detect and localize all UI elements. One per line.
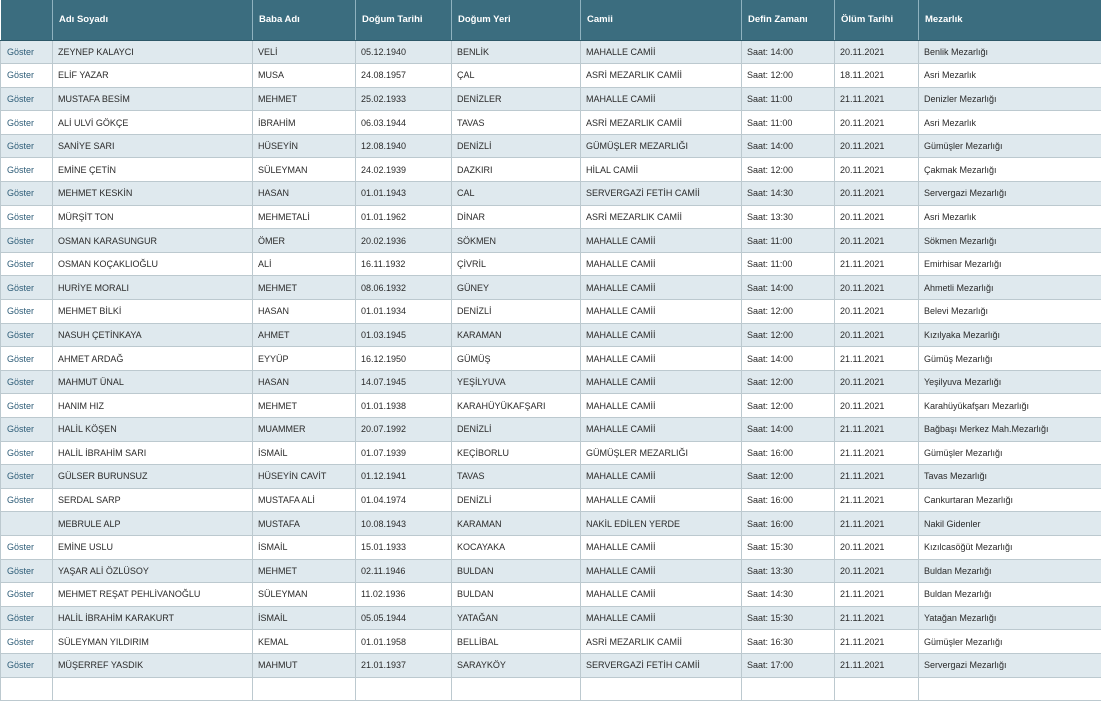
cell-death-date: 21.11.2021 <box>835 488 919 512</box>
cell-mosque: MAHALLE CAMİİ <box>581 606 742 630</box>
show-link[interactable]: Göster <box>1 465 53 489</box>
show-link[interactable]: Göster <box>1 606 53 630</box>
cell-name: AHMET ARDAĞ <box>53 347 253 371</box>
table-row <box>1 465 1101 489</box>
cell-death-date: 20.11.2021 <box>835 111 919 135</box>
cell-father: ÖMER <box>253 229 356 253</box>
cell-cemetery: Asri Mezarlık <box>919 64 1101 88</box>
show-link[interactable]: Göster <box>1 535 53 559</box>
cell-death-date: 20.11.2021 <box>835 205 919 229</box>
cell-cemetery: Emirhisar Mezarlığı <box>919 252 1101 276</box>
cell-birth-date: 01.07.1939 <box>356 441 452 465</box>
cell-birth-date: 01.01.1938 <box>356 394 452 418</box>
cell-birth-place: KEÇİBORLU <box>452 441 581 465</box>
cell-burial-time: Saat: 11:00 <box>742 87 835 111</box>
cell-death-date: 18.11.2021 <box>835 64 919 88</box>
cell-cemetery: Gümüş Mezarlığı <box>919 347 1101 371</box>
header-show <box>1 0 53 40</box>
table-row <box>1 64 1101 88</box>
cell-death-date: 21.11.2021 <box>835 630 919 654</box>
cell-birth-date: 16.11.1932 <box>356 252 452 276</box>
table-row-empty <box>1 677 1101 701</box>
cell-burial-time: Saat: 12:00 <box>742 465 835 489</box>
cell-burial-time: Saat: 13:30 <box>742 205 835 229</box>
empty-cell <box>581 677 742 701</box>
show-link[interactable]: Göster <box>1 394 53 418</box>
cell-death-date: 20.11.2021 <box>835 559 919 583</box>
cell-cemetery: Buldan Mezarlığı <box>919 583 1101 607</box>
cell-cemetery: Sökmen Mezarlığı <box>919 229 1101 253</box>
show-link[interactable]: Göster <box>1 252 53 276</box>
cell-burial-time: Saat: 12:00 <box>742 300 835 324</box>
show-link[interactable]: Göster <box>1 583 53 607</box>
cell-cemetery: Tavas Mezarlığı <box>919 465 1101 489</box>
cell-mosque: MAHALLE CAMİİ <box>581 300 742 324</box>
cell-name: MÜRŞİT TON <box>53 205 253 229</box>
cell-cemetery: Yeşilyuva Mezarlığı <box>919 370 1101 394</box>
cell-cemetery: Ahmetli Mezarlığı <box>919 276 1101 300</box>
cell-burial-time: Saat: 14:30 <box>742 583 835 607</box>
cell-birth-place: DENİZLİ <box>452 418 581 442</box>
cell-death-date: 21.11.2021 <box>835 465 919 489</box>
show-link[interactable]: Göster <box>1 323 53 347</box>
cell-birth-date: 06.03.1944 <box>356 111 452 135</box>
table-row <box>1 323 1101 347</box>
empty-cell <box>1 677 53 701</box>
cell-death-date: 20.11.2021 <box>835 182 919 206</box>
table-row <box>1 535 1101 559</box>
cell-birth-place: SARAYKÖY <box>452 653 581 677</box>
cell-cemetery: Benlik Mezarlığı <box>919 40 1101 64</box>
cell-birth-place: GÜNEY <box>452 276 581 300</box>
cell-birth-date: 01.04.1974 <box>356 488 452 512</box>
cell-birth-place: KARAMAN <box>452 512 581 536</box>
cell-cemetery: Gümüşler Mezarlığı <box>919 441 1101 465</box>
cell-cemetery: Nakil Gidenler <box>919 512 1101 536</box>
table-row <box>1 606 1101 630</box>
cell-cemetery: Bağbaşı Merkez Mah.Mezarlığı <box>919 418 1101 442</box>
cell-burial-time: Saat: 11:00 <box>742 111 835 135</box>
cell-name: MEHMET BİLKİ <box>53 300 253 324</box>
cell-father: MEHMET <box>253 276 356 300</box>
cell-father: MUSTAFA <box>253 512 356 536</box>
empty-cell <box>835 677 919 701</box>
show-link[interactable]: Göster <box>1 276 53 300</box>
cell-birth-date: 02.11.1946 <box>356 559 452 583</box>
cell-birth-place: DENİZLİ <box>452 134 581 158</box>
cell-burial-time: Saat: 12:00 <box>742 394 835 418</box>
cell-birth-place: DAZKIRI <box>452 158 581 182</box>
cell-birth-date: 20.02.1936 <box>356 229 452 253</box>
table-row <box>1 87 1101 111</box>
cell-death-date: 21.11.2021 <box>835 252 919 276</box>
cell-cemetery: Denizler Mezarlığı <box>919 87 1101 111</box>
cell-mosque: MAHALLE CAMİİ <box>581 583 742 607</box>
cell-burial-time: Saat: 14:00 <box>742 276 835 300</box>
cell-name: NASUH ÇETİNKAYA <box>53 323 253 347</box>
cell-burial-time: Saat: 14:00 <box>742 40 835 64</box>
table-row <box>1 370 1101 394</box>
cell-mosque: MAHALLE CAMİİ <box>581 347 742 371</box>
cell-burial-time: Saat: 11:00 <box>742 229 835 253</box>
cell-father: ALİ <box>253 252 356 276</box>
cell-death-date: 21.11.2021 <box>835 347 919 371</box>
cell-mosque: MAHALLE CAMİİ <box>581 394 742 418</box>
cell-death-date: 20.11.2021 <box>835 394 919 418</box>
cell-death-date: 20.11.2021 <box>835 40 919 64</box>
cell-mosque: ASRİ MEZARLIK CAMİİ <box>581 630 742 654</box>
cell-birth-place: SÖKMEN <box>452 229 581 253</box>
table-row <box>1 252 1101 276</box>
header-father[interactable]: Baba Adı <box>253 0 356 40</box>
cell-birth-place: DENİZLER <box>452 87 581 111</box>
cell-cemetery: Kızılcasöğüt Mezarlığı <box>919 535 1101 559</box>
cell-mosque: MAHALLE CAMİİ <box>581 252 742 276</box>
table-row <box>1 276 1101 300</box>
cell-father: İSMAİL <box>253 606 356 630</box>
table-row <box>1 300 1101 324</box>
cell-mosque: MAHALLE CAMİİ <box>581 323 742 347</box>
cell-birth-place: YATAĞAN <box>452 606 581 630</box>
cell-burial-time: Saat: 16:00 <box>742 441 835 465</box>
table-row <box>1 559 1101 583</box>
cell-mosque: MAHALLE CAMİİ <box>581 559 742 583</box>
cell-birth-date: 20.07.1992 <box>356 418 452 442</box>
cell-father: İSMAİL <box>253 535 356 559</box>
table-row <box>1 182 1101 206</box>
cell-birth-place: KARAHÜYÜKAFŞARI <box>452 394 581 418</box>
cell-father: MUSA <box>253 64 356 88</box>
table-row <box>1 205 1101 229</box>
cell-birth-place: ÇAL <box>452 64 581 88</box>
cell-name: MÜŞERREF YASDIK <box>53 653 253 677</box>
cell-birth-place: KARAMAN <box>452 323 581 347</box>
table-row <box>1 488 1101 512</box>
empty-cell <box>253 677 356 701</box>
cell-birth-place: DENİZLİ <box>452 488 581 512</box>
cell-death-date: 20.11.2021 <box>835 229 919 253</box>
cell-father: KEMAL <box>253 630 356 654</box>
cell-mosque: GÜMÜŞLER MEZARLIĞI <box>581 441 742 465</box>
cell-name: ZEYNEP KALAYCI <box>53 40 253 64</box>
table-row <box>1 394 1101 418</box>
cell-name: MEHMET REŞAT PEHLİVANOĞLU <box>53 583 253 607</box>
cell-cemetery: Kızılyaka Mezarlığı <box>919 323 1101 347</box>
cell-cemetery: Gümüşler Mezarlığı <box>919 630 1101 654</box>
cell-name: ALİ ULVİ GÖKÇE <box>53 111 253 135</box>
table-row <box>1 40 1101 64</box>
cell-mosque: MAHALLE CAMİİ <box>581 465 742 489</box>
show-link[interactable]: Göster <box>1 158 53 182</box>
cell-birth-date: 05.05.1944 <box>356 606 452 630</box>
cell-birth-date: 11.02.1936 <box>356 583 452 607</box>
cell-father: HASAN <box>253 182 356 206</box>
cell-father: AHMET <box>253 323 356 347</box>
cell-burial-time: Saat: 16:30 <box>742 630 835 654</box>
cell-birth-place: DENİZLİ <box>452 300 581 324</box>
cell-name: MEHMET KESKİN <box>53 182 253 206</box>
cell-mosque: ASRİ MEZARLIK CAMİİ <box>581 205 742 229</box>
cell-name: SANİYE SARI <box>53 134 253 158</box>
cell-father: MUSTAFA ALİ <box>253 488 356 512</box>
cell-name: HALİL İBRAHİM SARI <box>53 441 253 465</box>
cell-death-date: 21.11.2021 <box>835 606 919 630</box>
cell-burial-time: Saat: 15:30 <box>742 606 835 630</box>
cell-cemetery: Asri Mezarlık <box>919 111 1101 135</box>
cell-birth-date: 21.01.1937 <box>356 653 452 677</box>
cell-name: SERDAL SARP <box>53 488 253 512</box>
cell-cemetery: Cankurtaran Mezarlığı <box>919 488 1101 512</box>
show-link[interactable]: Göster <box>1 300 53 324</box>
cell-death-date: 20.11.2021 <box>835 535 919 559</box>
cell-cemetery: Servergazi Mezarlığı <box>919 182 1101 206</box>
cell-cemetery: Servergazi Mezarlığı <box>919 653 1101 677</box>
show-link[interactable]: Göster <box>1 111 53 135</box>
table-row <box>1 441 1101 465</box>
table-row <box>1 158 1101 182</box>
show-link[interactable]: Göster <box>1 653 53 677</box>
cell-name: HALİL İBRAHİM KARAKURT <box>53 606 253 630</box>
cell-death-date: 20.11.2021 <box>835 323 919 347</box>
table-row <box>1 512 1101 536</box>
cell-father: MEHMET <box>253 87 356 111</box>
cell-name: OSMAN KOÇAKLIOĞLU <box>53 252 253 276</box>
cell-birth-date: 24.02.1939 <box>356 158 452 182</box>
cell-birth-date: 01.01.1958 <box>356 630 452 654</box>
cell-death-date: 20.11.2021 <box>835 158 919 182</box>
cell-name: HURİYE MORALI <box>53 276 253 300</box>
cell-father: HASAN <box>253 300 356 324</box>
cell-burial-time: Saat: 12:00 <box>742 64 835 88</box>
cell-birth-date: 01.03.1945 <box>356 323 452 347</box>
cell-burial-time: Saat: 11:00 <box>742 252 835 276</box>
cell-death-date: 21.11.2021 <box>835 87 919 111</box>
cell-mosque: HİLAL CAMİİ <box>581 158 742 182</box>
show-link[interactable]: Göster <box>1 559 53 583</box>
cell-name: HANIM HIZ <box>53 394 253 418</box>
cell-cemetery: Belevi Mezarlığı <box>919 300 1101 324</box>
cell-birth-place: TAVAS <box>452 111 581 135</box>
show-link[interactable]: Göster <box>1 134 53 158</box>
header-death-date[interactable]: Ölüm Tarihi <box>835 0 919 40</box>
cell-death-date: 21.11.2021 <box>835 583 919 607</box>
cell-birth-date: 16.12.1950 <box>356 347 452 371</box>
cell-name: SÜLEYMAN YILDIRIM <box>53 630 253 654</box>
empty-cell <box>919 677 1101 701</box>
cell-father: MEHMET <box>253 559 356 583</box>
cell-birth-date: 01.12.1941 <box>356 465 452 489</box>
cell-name: MUSTAFA BESİM <box>53 87 253 111</box>
header-birth-date[interactable]: Doğum Tarihi <box>356 0 452 40</box>
cell-cemetery: Çakmak Mezarlığı <box>919 158 1101 182</box>
cell-name: YAŞAR ALİ ÖZLÜSOY <box>53 559 253 583</box>
cell-death-date: 20.11.2021 <box>835 370 919 394</box>
cell-father: MAHMUT <box>253 653 356 677</box>
cell-name: EMİNE ÇETİN <box>53 158 253 182</box>
cell-birth-date: 14.07.1945 <box>356 370 452 394</box>
cell-birth-date: 24.08.1957 <box>356 64 452 88</box>
cell-name: GÜLSER BURUNSUZ <box>53 465 253 489</box>
cell-burial-time: Saat: 12:00 <box>742 370 835 394</box>
cell-father: MEHMET <box>253 394 356 418</box>
cell-birth-date: 15.01.1933 <box>356 535 452 559</box>
cell-burial-time: Saat: 14:00 <box>742 347 835 371</box>
cell-birth-date: 05.12.1940 <box>356 40 452 64</box>
table-body <box>1 40 1101 701</box>
cell-death-date: 20.11.2021 <box>835 276 919 300</box>
table-row <box>1 653 1101 677</box>
cell-burial-time: Saat: 12:00 <box>742 323 835 347</box>
cell-father: HÜSEYİN <box>253 134 356 158</box>
cell-name: MEBRULE ALP <box>53 512 253 536</box>
header-cemetery[interactable]: Mezarlık <box>919 0 1101 40</box>
header-birth-place[interactable]: Doğum Yeri <box>452 0 581 40</box>
cell-burial-time: Saat: 17:00 <box>742 653 835 677</box>
cell-mosque: MAHALLE CAMİİ <box>581 418 742 442</box>
header-row <box>1 0 1101 40</box>
cell-father: MEHMETALİ <box>253 205 356 229</box>
header-name[interactable]: Adı Soyadı <box>53 0 253 40</box>
cell-father: SÜLEYMAN <box>253 158 356 182</box>
show-link[interactable]: Göster <box>1 229 53 253</box>
header-burial-time[interactable]: Defin Zamanı <box>742 0 835 40</box>
cell-name: OSMAN KARASUNGUR <box>53 229 253 253</box>
empty-cell <box>53 677 253 701</box>
cell-father: MUAMMER <box>253 418 356 442</box>
show-link[interactable]: Göster <box>1 347 53 371</box>
show-link[interactable]: Göster <box>1 87 53 111</box>
cell-burial-time: Saat: 16:00 <box>742 512 835 536</box>
cell-birth-place: TAVAS <box>452 465 581 489</box>
cell-birth-place: BELLİBAL <box>452 630 581 654</box>
cell-birth-date: 01.01.1934 <box>356 300 452 324</box>
cell-mosque: MAHALLE CAMİİ <box>581 87 742 111</box>
cell-father: HÜSEYİN CAVİT <box>253 465 356 489</box>
cell-birth-place: BENLİK <box>452 40 581 64</box>
cell-father: İSMAİL <box>253 441 356 465</box>
cell-mosque: MAHALLE CAMİİ <box>581 276 742 300</box>
empty-cell <box>742 677 835 701</box>
cell-mosque: MAHALLE CAMİİ <box>581 229 742 253</box>
cell-burial-time: Saat: 14:00 <box>742 418 835 442</box>
cell-burial-time: Saat: 13:30 <box>742 559 835 583</box>
show-link[interactable]: Göster <box>1 370 53 394</box>
cell-cemetery: Yatağan Mezarlığı <box>919 606 1101 630</box>
table-row <box>1 111 1101 135</box>
cell-father: İBRAHİM <box>253 111 356 135</box>
cell-birth-date: 10.08.1943 <box>356 512 452 536</box>
cell-birth-date: 08.06.1932 <box>356 276 452 300</box>
cell-mosque: ASRİ MEZARLIK CAMİİ <box>581 64 742 88</box>
cell-birth-place: KOCAYAKA <box>452 535 581 559</box>
empty-cell <box>356 677 452 701</box>
cell-birth-date: 01.01.1962 <box>356 205 452 229</box>
cell-father: SÜLEYMAN <box>253 583 356 607</box>
cell-mosque: MAHALLE CAMİİ <box>581 370 742 394</box>
cell-birth-place: ÇİVRİL <box>452 252 581 276</box>
show-link[interactable]: Göster <box>1 488 53 512</box>
cell-birth-date: 12.08.1940 <box>356 134 452 158</box>
cell-mosque: MAHALLE CAMİİ <box>581 535 742 559</box>
cell-burial-time: Saat: 16:00 <box>742 488 835 512</box>
cell-name: MAHMUT ÜNAL <box>53 370 253 394</box>
cell-father: EYYÜP <box>253 347 356 371</box>
header-mosque[interactable]: Camii <box>581 0 742 40</box>
cell-cemetery: Gümüşler Mezarlığı <box>919 134 1101 158</box>
cell-death-date: 21.11.2021 <box>835 512 919 536</box>
cell-cemetery: Karahüyükafşarı Mezarlığı <box>919 394 1101 418</box>
cell-death-date: 20.11.2021 <box>835 134 919 158</box>
cell-mosque: MAHALLE CAMİİ <box>581 40 742 64</box>
show-link[interactable]: Göster <box>1 64 53 88</box>
show-link[interactable]: Göster <box>1 418 53 442</box>
show-link[interactable]: Göster <box>1 441 53 465</box>
cell-death-date: 21.11.2021 <box>835 441 919 465</box>
cell-burial-time: Saat: 12:00 <box>742 158 835 182</box>
table-row <box>1 134 1101 158</box>
table-header <box>1 0 1101 40</box>
show-link[interactable]: Göster <box>1 40 53 64</box>
cell-burial-time: Saat: 14:00 <box>742 134 835 158</box>
cell-name: ELİF YAZAR <box>53 64 253 88</box>
table-row <box>1 347 1101 371</box>
show-link <box>1 512 53 536</box>
cell-burial-time: Saat: 14:30 <box>742 182 835 206</box>
show-link[interactable]: Göster <box>1 630 53 654</box>
cell-death-date: 21.11.2021 <box>835 418 919 442</box>
cell-birth-place: BULDAN <box>452 583 581 607</box>
cell-mosque: SERVERGAZİ FETİH CAMİİ <box>581 653 742 677</box>
cell-cemetery: Buldan Mezarlığı <box>919 559 1101 583</box>
table-row <box>1 229 1101 253</box>
cell-father: VELİ <box>253 40 356 64</box>
cell-mosque: GÜMÜŞLER MEZARLIĞI <box>581 134 742 158</box>
cell-father: HASAN <box>253 370 356 394</box>
cell-mosque: MAHALLE CAMİİ <box>581 488 742 512</box>
table-row <box>1 418 1101 442</box>
cell-death-date: 21.11.2021 <box>835 653 919 677</box>
cell-mosque: ASRİ MEZARLIK CAMİİ <box>581 111 742 135</box>
cell-name: HALİL KÖŞEN <box>53 418 253 442</box>
cell-birth-date: 01.01.1943 <box>356 182 452 206</box>
cell-name: EMİNE USLU <box>53 535 253 559</box>
cell-birth-date: 25.02.1933 <box>356 87 452 111</box>
cell-birth-place: CAL <box>452 182 581 206</box>
show-link[interactable]: Göster <box>1 182 53 206</box>
cell-cemetery: Asri Mezarlık <box>919 205 1101 229</box>
table-row <box>1 583 1101 607</box>
cell-birth-place: YEŞİLYUVA <box>452 370 581 394</box>
table-row <box>1 630 1101 654</box>
show-link[interactable]: Göster <box>1 205 53 229</box>
cell-birth-place: DİNAR <box>452 205 581 229</box>
cell-mosque: NAKİL EDİLEN YERDE <box>581 512 742 536</box>
cell-burial-time: Saat: 15:30 <box>742 535 835 559</box>
cell-death-date: 20.11.2021 <box>835 300 919 324</box>
cell-birth-place: GÜMÜŞ <box>452 347 581 371</box>
cell-mosque: SERVERGAZİ FETİH CAMİİ <box>581 182 742 206</box>
cell-birth-place: BULDAN <box>452 559 581 583</box>
empty-cell <box>452 677 581 701</box>
